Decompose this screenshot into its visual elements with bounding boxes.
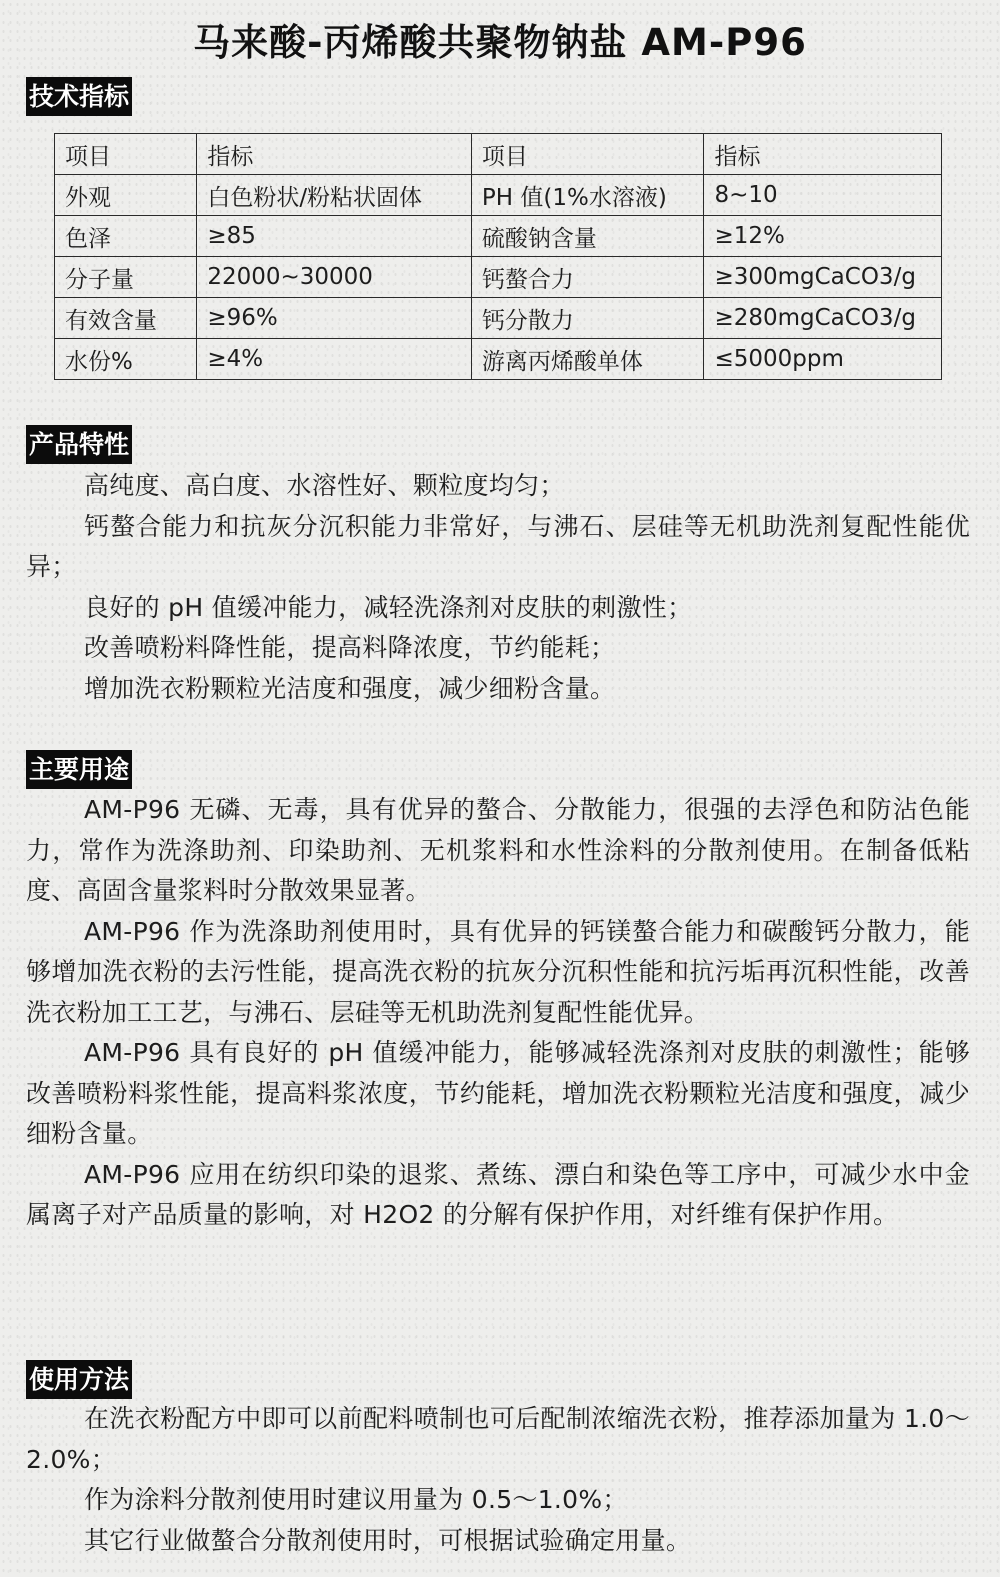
table-row bbox=[55, 339, 942, 380]
table-cell: 白色粉状/粉粘状固体 bbox=[197, 175, 472, 216]
table-cell: 8~10 bbox=[704, 175, 942, 216]
header-cell: 指标 bbox=[197, 134, 472, 175]
table-row bbox=[55, 175, 942, 216]
table-cell: PH 值(1%水溶液) bbox=[471, 175, 704, 216]
section-label-features: 产品特性 bbox=[26, 425, 132, 464]
table-cell: ≥300mgCaCO3/g bbox=[704, 257, 942, 298]
usage-text bbox=[26, 1399, 970, 1561]
table-cell: 硫酸钠含量 bbox=[471, 216, 704, 257]
table-cell: 色泽 bbox=[55, 216, 197, 257]
section-label-tech-specs: 技术指标 bbox=[26, 77, 132, 116]
table-cell: 钙螯合力 bbox=[471, 257, 704, 298]
page-title: 马来酸-丙烯酸共聚物钠盐 AM-P96 bbox=[193, 21, 807, 64]
table-cell: ≥96% bbox=[197, 298, 472, 339]
table-cell: ≤5000ppm bbox=[704, 339, 942, 380]
table-cell: ≥12% bbox=[704, 216, 942, 257]
use-paragraph: AM-P96 应用在纺织印染的退浆、煮练、漂白和染色等工序中，可减少水中金属离子对产品质量的影响，对 H2O2 的分解有保护作用，对纤维有保护作用。 bbox=[26, 1159, 970, 1229]
table-cell: ≥280mgCaCO3/g bbox=[704, 298, 942, 339]
table-cell: 游离丙烯酸单体 bbox=[471, 339, 704, 380]
feature-item: 改善喷粉料降性能，提高料降浓度，节约能耗； bbox=[84, 633, 616, 662]
table-header-row bbox=[55, 134, 942, 175]
table-cell: 有效含量 bbox=[55, 298, 197, 339]
table-row bbox=[55, 257, 942, 298]
table-cell: 外观 bbox=[55, 175, 197, 216]
uses-text bbox=[26, 790, 970, 1236]
header-cell: 项目 bbox=[55, 134, 197, 175]
feature-item: 增加洗衣粉颗粒光洁度和强度，减少细粉含量。 bbox=[84, 673, 616, 703]
table-cell: 22000~30000 bbox=[197, 257, 472, 298]
header-cell: 项目 bbox=[471, 134, 704, 175]
table-row bbox=[55, 216, 942, 257]
feature-item: 良好的 pH 值缓冲能力，减轻洗涤剂对皮肤的刺激性； bbox=[84, 592, 693, 622]
section-label-uses: 主要用途 bbox=[26, 750, 132, 789]
use-paragraph: AM-P96 作为洗涤助剂使用时，具有优异的钙镁螯合能力和碳酸钙分散力，能够增加洗衣粉的去污性能，提高洗衣粉的抗灰分沉积性能和抗污垢再沉积性能，改善洗衣粉加工工艺，与沸石、层硅等无机助洗剂复配性能优异。 bbox=[26, 916, 970, 1027]
table-cell: 分子量 bbox=[55, 257, 197, 298]
header-cell: 指标 bbox=[704, 134, 942, 175]
feature-item: 高纯度、高白度、水溶性好、颗粒度均匀； bbox=[84, 471, 565, 500]
usage-paragraph: 作为涂料分散剂使用时建议用量为 0.5～1.0%； bbox=[84, 1485, 628, 1514]
use-paragraph: AM-P96 无磷、无毒，具有优异的螯合、分散能力，很强的去浮色和防沾色能力，常作为洗涤助剂、印染助剂、无机浆料和水性涂料的分散剂使用。在制备低粘度、高固含量浆料时分散效果显著。 bbox=[26, 795, 970, 905]
table-cell: 水份% bbox=[55, 339, 197, 380]
table-row bbox=[55, 298, 942, 339]
section-label-usage: 使用方法 bbox=[26, 1360, 132, 1399]
use-paragraph: AM-P96 具有良好的 pH 值缓冲能力，能够减轻洗涤剂对皮肤的刺激性；能够改善喷粉料浆性能，提高料浆浓度，节约能耗，增加洗衣粉颗粒光洁度和强度，减少细粉含量。 bbox=[26, 1038, 970, 1148]
spec-table bbox=[54, 133, 942, 380]
table-cell: ≥85 bbox=[197, 216, 472, 257]
features-text bbox=[26, 466, 970, 709]
usage-paragraph: 在洗衣粉配方中即可以前配料喷制也可后配制浓缩洗衣粉，推荐添加量为 1.0～2.0%； bbox=[26, 1404, 970, 1474]
table-cell: ≥4% bbox=[197, 339, 472, 380]
feature-item: 钙螯合能力和抗灰分沉积能力非常好，与沸石、层硅等无机助洗剂复配性能优异； bbox=[26, 511, 970, 581]
table-cell: 钙分散力 bbox=[471, 298, 704, 339]
usage-paragraph: 其它行业做螯合分散剂使用时，可根据试验确定用量。 bbox=[84, 1525, 692, 1555]
